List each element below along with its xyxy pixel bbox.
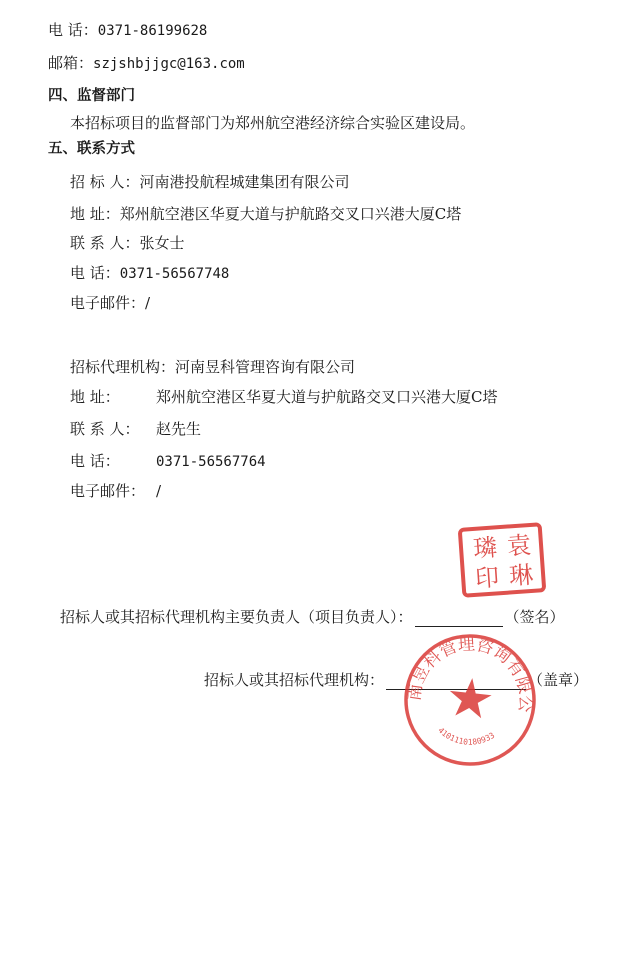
tenderer-email [70, 293, 150, 313]
tenderer-address [70, 204, 461, 224]
agency-name-label: 招标代理机构： [70, 358, 176, 376]
tenderer-contact-label: 联 系 人： [70, 234, 140, 252]
company-seal-number: 4101110180933 [436, 725, 497, 747]
tenderer-contact [70, 233, 185, 253]
tenderer-phone [70, 263, 229, 284]
agency-name-value: 河南昱科管理咨询有限公司 [175, 358, 356, 376]
tenderer-name [70, 172, 350, 192]
personal-seal-char-2: 袁 [506, 530, 532, 561]
personal-seal-char-1: 璘 [472, 533, 499, 563]
tenderer-phone-value: 0371-56567748 [119, 266, 230, 282]
org-seal-label: 招标人或其招标代理机构： [204, 671, 385, 689]
agency-contact-value: 赵先生 [156, 420, 202, 438]
head-signature-suffix: （签名） [504, 608, 565, 626]
agency-name [70, 357, 355, 377]
header-phone-value: 0371-86199628 [97, 23, 208, 39]
company-seal [400, 630, 540, 770]
agency-address-value: 郑州航空港区华夏大道与护航路交叉口兴港大厦C塔 [156, 388, 498, 406]
header-phone-label: 电 话： [48, 21, 98, 39]
tenderer-email-value: / [145, 294, 151, 312]
section4-title: 四、监督部门 [48, 88, 135, 104]
agency-contact-label: 联 系 人： [70, 420, 140, 438]
tenderer-name-value: 河南港投航程城建集团有限公司 [139, 173, 350, 191]
personal-seal-char-4: 琳 [508, 560, 535, 591]
agency-contact [70, 419, 201, 439]
head-signature-label: 招标人或其招标代理机构主要负责人（项目负责人）： [60, 608, 413, 626]
section4-text: 本招标项目的监督部门为郑州航空港经济综合实验区建设局。 [70, 114, 476, 132]
head-signature-blank[interactable] [415, 610, 503, 627]
agency-address-label: 地 址： [70, 388, 120, 406]
agency-phone [70, 451, 266, 472]
tenderer-contact-value: 张女士 [139, 234, 185, 252]
header-phone [48, 20, 207, 41]
tenderer-email-label: 电子邮件： [70, 294, 146, 312]
tenderer-address-label: 地 址： [70, 205, 120, 223]
personal-seal-char-3: 印 [474, 563, 501, 593]
org-seal-suffix: （盖章） [528, 671, 589, 689]
personal-seal [456, 521, 548, 599]
agency-email-value: / [156, 482, 162, 500]
header-email-label: 邮箱： [48, 54, 94, 72]
head-signature-line [60, 607, 565, 627]
header-email-value: szjshbjjgc@163.com [93, 56, 245, 72]
company-seal-name: 河南昱科管理咨询有限公司 [404, 634, 536, 713]
section5-title: 五、联系方式 [48, 141, 135, 157]
agency-address [70, 387, 497, 407]
company-seal-star [447, 676, 493, 719]
agency-email [70, 481, 161, 501]
tenderer-phone-label: 电 话： [70, 264, 120, 282]
agency-phone-value: 0371-56567764 [156, 454, 266, 470]
tenderer-name-label: 招 标 人： [70, 173, 140, 191]
agency-email-label: 电子邮件： [70, 482, 146, 500]
agency-phone-label: 电 话： [70, 452, 120, 470]
tenderer-address-value: 郑州航空港区华夏大道与护航路交叉口兴港大厦C塔 [119, 205, 462, 223]
header-email [48, 53, 245, 74]
